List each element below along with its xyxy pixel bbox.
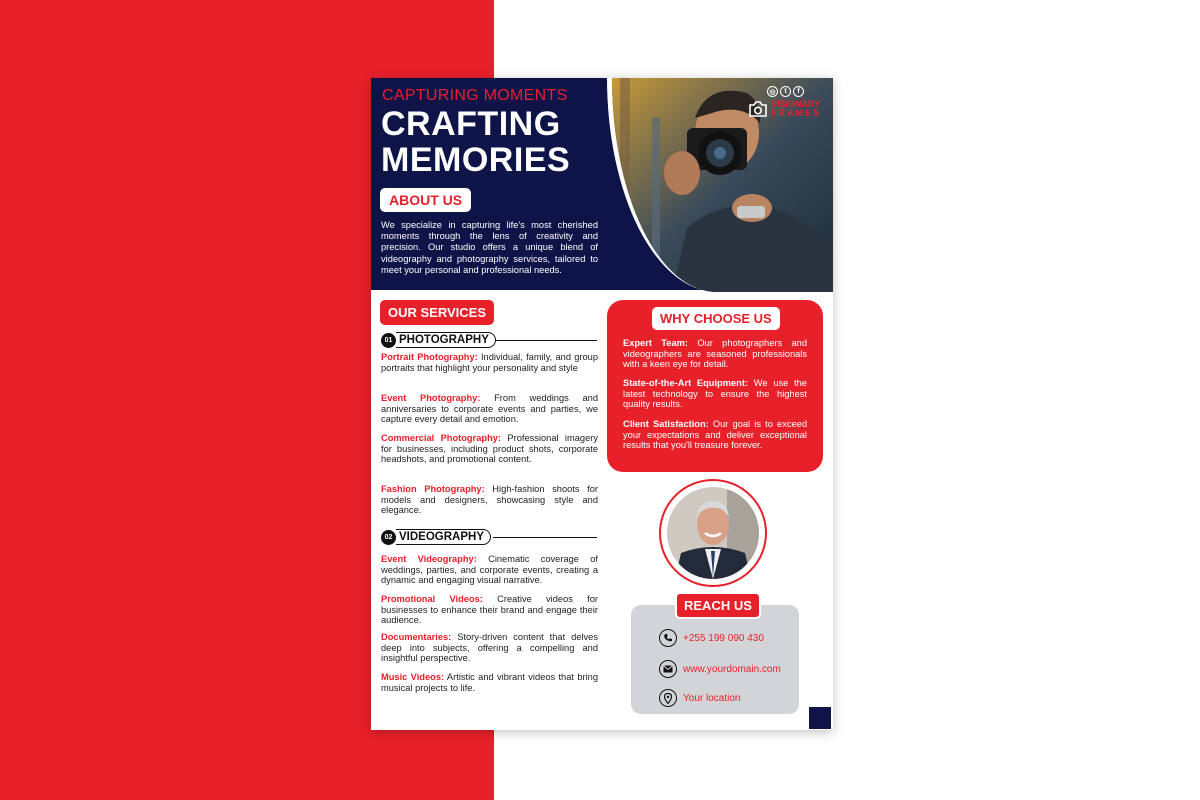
flyer [371,78,833,730]
portrait-photo [667,487,759,579]
contact-location[interactable] [659,689,740,707]
why-item: Expert Team: Our photographers and videographers are seasoned professionals with a keen eye for detail. [623,338,807,370]
instagram-icon[interactable]: ◎ [767,86,778,97]
corner-accent [809,707,831,729]
tagline: CAPTURING MOMENTS [382,87,568,104]
section-title: VIDEOGRAPHY [396,529,491,545]
service-item: Event Videography: Cinematic coverage of weddings, parties, and corporate events, creating a dynamic and engaging visual narrative. [381,554,598,586]
phone-icon [659,629,677,647]
divider [493,537,597,538]
brand-name: VISIONARY [771,99,821,109]
location-text[interactable]: Your location [683,692,741,704]
social-icons [767,86,804,97]
contact-web[interactable] [659,660,781,678]
brand-sub: FRAMES [771,108,821,118]
why-item: Client Satisfaction: Our goal is to exceed your expectations and deliver exceptional results that you'll treasure forever. [623,419,808,451]
videography-heading [381,529,491,545]
brand-logo [748,100,821,118]
why-choose-us-label: WHY CHOOSE US [652,307,780,330]
why-item: State-of-the-Art Equipment: We use the latest technology to ensure the highest quality results. [623,378,807,410]
website-link[interactable]: www.yourdomain.com [683,663,781,675]
twitter-icon[interactable]: t [780,86,791,97]
headline-line1: CRAFTING [381,105,561,143]
headline-line2: MEMORIES [381,141,571,179]
service-item: Documentaries: Story-driven content that delves deep into subjects, offering a compelling and insightful perspective. [381,632,598,664]
phone-number[interactable]: +255 199 090 430 [683,632,764,644]
about-text: We specialize in capturing life's most cherished moments through the lens of creativity and precision. Our studio offers a unique blend of videography and photography services, tailored to meet your personal and professional needs. [381,220,598,275]
camera-icon [748,101,768,117]
divider [496,340,597,341]
reach-us-label: REACH US [675,592,761,619]
service-item: Fashion Photography: High-fashion shoots for models and designers, showcasing style and elegance. [381,484,598,516]
headline [381,106,570,178]
section-number: 02 [381,530,396,545]
service-item: Music Videos: Artistic and vibrant videos that bring musical projects to life. [381,672,598,693]
about-us-label: ABOUT US [380,188,471,212]
section-title: PHOTOGRAPHY [396,332,496,348]
facebook-icon[interactable]: f [793,86,804,97]
photography-heading [381,332,496,348]
location-pin-icon [659,689,677,707]
contact-phone[interactable] [659,629,764,647]
service-item: Portrait Photography: Individual, family, and group portraits that highlight your personality and style [381,352,599,373]
service-item: Commercial Photography: Professional imagery for businesses, including product shots, corporate headshots, and promotional content. [381,433,598,465]
service-item: Event Photography: From weddings and anniversaries to corporate events and parties, we capture every detail and emotion. [381,393,598,425]
section-number: 01 [381,333,396,348]
our-services-label: OUR SERVICES [380,300,494,325]
mail-icon [659,660,677,678]
service-item: Promotional Videos: Creative videos for businesses to enhance their brand and engage their audience. [381,594,599,626]
